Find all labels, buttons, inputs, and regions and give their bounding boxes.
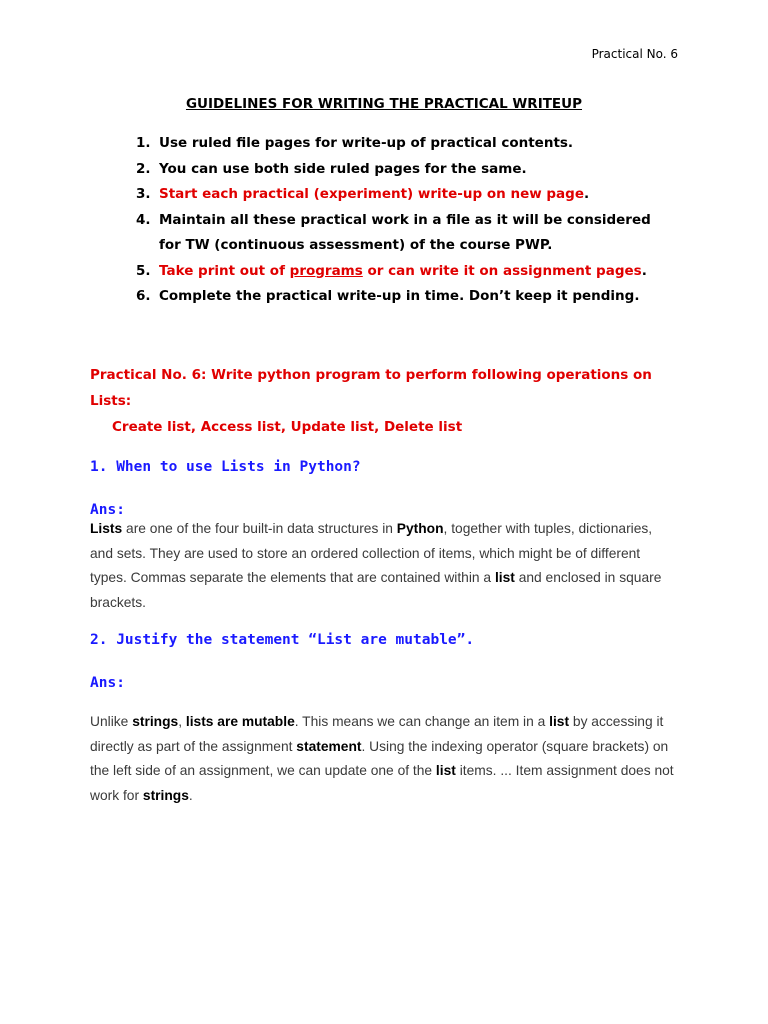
answer-2-part: list: [549, 714, 570, 729]
guideline-text: Maintain all these practical work in a file as it will be considered for TW (continuous assessment) of the course PWP.: [159, 211, 651, 253]
guideline-number: 6.: [136, 288, 151, 304]
practical-heading-line-1: Practical No. 6: Write python program to perform following operations on Lists:: [90, 367, 652, 409]
answer-2-part: . This means we can change an item in a: [294, 714, 550, 729]
answer-2-part: strings: [132, 714, 179, 729]
answer-1-text: [90, 517, 675, 615]
answer-2-text: [90, 710, 675, 808]
guidelines-title-text: GUIDELINES FOR WRITING THE PRACTICAL WRITEUP: [185, 96, 583, 112]
answer-2-label: Ans:: [90, 675, 125, 691]
practical-heading: [90, 362, 690, 440]
guideline-item-4: [136, 208, 676, 259]
guideline-number: 4.: [136, 211, 151, 228]
answer-2-part: ,: [178, 714, 186, 729]
guideline-text: Complete the practical write-up in time. Don’t keep it pending.: [159, 288, 640, 304]
answer-1-part: and enclosed in square brackets.: [90, 570, 662, 610]
guideline-suffix: .: [641, 262, 647, 279]
guideline-number: 1.: [136, 135, 151, 151]
answer-2-part: statement: [296, 738, 362, 754]
question-1-heading: 1. When to use Lists in Python?: [90, 459, 361, 475]
guideline-text: You can use both side ruled pages for the same.: [159, 160, 527, 177]
practical-heading-line-2: Create list, Access list, Update list, Delete list: [112, 419, 463, 435]
answer-1-part: Lists: [90, 521, 123, 536]
guideline-text: Start each practical (experiment) write-up on new page: [159, 186, 584, 202]
guideline-item-2: [136, 157, 676, 183]
answer-2-part: strings: [142, 787, 189, 803]
guideline-number: 3.: [136, 186, 151, 202]
answer-2-part: items. ... Item assignment does not work for: [90, 763, 674, 803]
guideline-item-3: [136, 182, 676, 208]
answer-2-part: Unlike: [90, 714, 133, 729]
question-2-heading: 2. Justify the statement “List are mutable”.: [90, 632, 475, 648]
answer-2-part: lists are mutable: [185, 714, 295, 729]
guideline-number: 5.: [136, 262, 151, 279]
guideline-item-1: [136, 131, 676, 157]
guidelines-title: [0, 96, 768, 112]
guideline-item-5: [136, 259, 676, 285]
answer-2-part: list: [435, 763, 456, 779]
answer-1-part: list: [494, 570, 515, 586]
programs-link[interactable]: programs: [289, 262, 363, 279]
guideline-number: 2.: [136, 160, 151, 177]
answer-2-part: . Using the indexing operator (square brackets) on the left side of an assignment, we can update one of the: [90, 738, 669, 779]
answer-1-label: Ans:: [90, 502, 125, 518]
answer-2-part: by accessing it directly as part of the assignment: [90, 714, 664, 754]
guideline-text: or can write it on assignment pages: [362, 262, 642, 279]
answer-1-part: , together with tuples, dictionaries, and sets. They are used to store an ordered collection of items, which might be of different types. Commas separate the elements that are contained within a: [90, 521, 653, 586]
answer-1-part: Python: [396, 521, 444, 536]
guideline-text: Use ruled file pages for write-up of practical contents.: [159, 135, 574, 151]
guideline-text: Take print out of: [159, 262, 290, 279]
guideline-item-6: [136, 284, 676, 310]
answer-2-part: .: [188, 787, 193, 803]
guidelines-list: [136, 131, 676, 310]
practical-number-label: Practical No. 6: [591, 47, 678, 61]
answer-1-part: are one of the four built-in data structures in: [122, 521, 397, 536]
guideline-suffix: .: [584, 186, 590, 202]
